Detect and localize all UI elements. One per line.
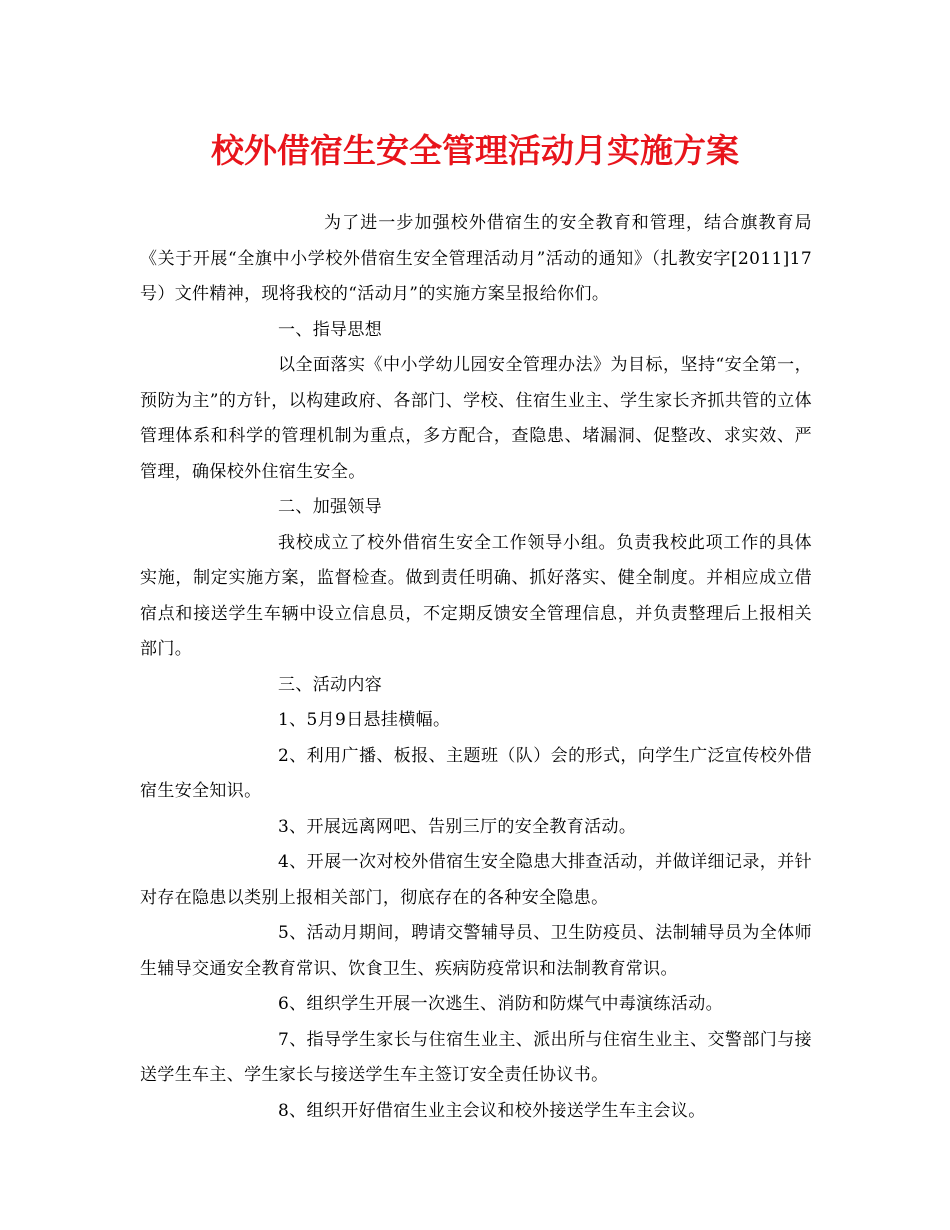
activity-item-2: 2、利用广播、板报、主题班（队）会的形式，向学生广泛宣传校外借宿生安全知识。: [140, 745, 812, 801]
activity-item-1: 1、5月9日悬挂横幅。: [278, 710, 451, 730]
document-title: 校外借宿生安全管理活动月实施方案: [211, 131, 739, 170]
activity-item-6: 6、组织学生开展一次逃生、消防和防煤气中毒演练活动。: [278, 994, 723, 1014]
guiding-ideology-paragraph: 以全面落实《中小学幼儿园安全管理办法》为目标，坚持“安全第一，预防为主”的方针，以构建政府、各部门、学校、住宿生业主、学生家长齐抓共管的立体管理体系和科学的管理机制为重点，多方配合，查隐患、堵漏洞、促整改、求实效、严管理，确保校外住宿生安全。: [140, 355, 812, 482]
section-heading-leadership: 二、加强领导: [278, 497, 383, 517]
leadership-paragraph: 我校成立了校外借宿生安全工作领导小组。负责我校此项工作的具体实施，制定实施方案，监督检查。做到责任明确、抓好落实、健全制度。并相应成立借宿点和接送学生车辆中设立信息员，不定期反馈安全管理信息，并负责整理后上报相关部门。: [140, 532, 812, 659]
activity-item-4: 4、开展一次对校外借宿生安全隐患大排查活动，并做详细记录，并针对存在隐患以类别上报相关部门，彻底存在的各种安全隐患。: [140, 852, 812, 908]
section-heading-activities: 三、活动内容: [278, 674, 383, 695]
intro-paragraph: 为了进一步加强校外借宿生的安全教育和管理，结合旗教育局《关于开展“全旗中小学校外借宿生安全管理活动月”活动的通知》（扎教安字[2011]17号）文件精神，现将我校的“活动月”的实施方案呈报给你们。: [140, 213, 812, 304]
activity-item-8: 8、组织开好借宿生业主会议和校外接送学生车主会议。: [278, 1100, 706, 1121]
section-heading-guiding-ideology: 一、指导思想: [278, 319, 383, 340]
activity-item-5: 5、活动月期间，聘请交警辅导员、卫生防疫员、法制辅导员为全体师生辅导交通安全教育常识、饮食卫生、疾病防疫常识和法制教育常识。: [140, 923, 812, 979]
document-body: [140, 206, 812, 1129]
activity-item-3: 3、开展远离网吧、告别三厅的安全教育活动。: [278, 816, 637, 837]
activity-item-7: 7、指导学生家长与住宿生业主、派出所与住宿生业主、交警部门与接送学生车主、学生家长与接送学生车主签订安全责任协议书。: [140, 1029, 812, 1085]
